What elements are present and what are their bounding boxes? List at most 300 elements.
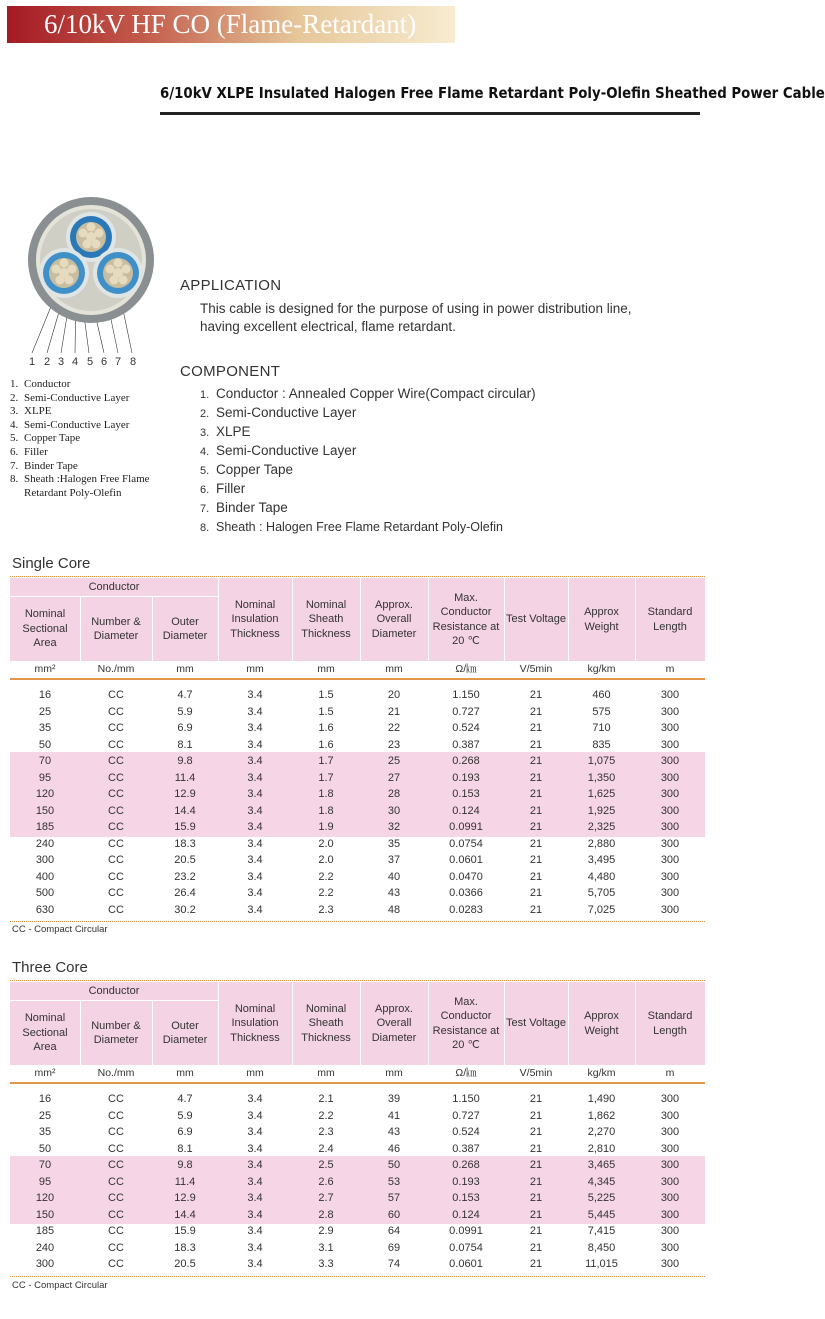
table-cell: 11.4 <box>174 771 196 784</box>
table-cell: 3.4 <box>247 771 263 784</box>
table-cell: 70 <box>38 755 52 767</box>
table-cell: 3,495 <box>587 854 616 866</box>
table-cell: 0.387 <box>452 1142 480 1155</box>
component-title: COMPONENT <box>180 363 281 380</box>
table-cell: 8,450 <box>587 1241 616 1254</box>
table-cell: 15.9 <box>174 821 196 833</box>
header-insulation-thickness: Nominal Insulation Thickness <box>218 578 292 661</box>
table-cell: CC <box>108 1258 124 1270</box>
table-row <box>10 885 705 902</box>
table-cell: 300 <box>660 705 680 718</box>
table-cell: 23 <box>387 738 401 751</box>
table-cell: 35 <box>387 837 401 850</box>
table-cell: 3.4 <box>247 870 263 883</box>
unit-cell: mm <box>317 1067 335 1079</box>
table-cell: CC <box>108 722 124 734</box>
table-cell: 95 <box>38 1175 52 1188</box>
unit-cell: kg/km <box>587 1067 616 1079</box>
table-cell: 185 <box>35 821 55 833</box>
table-cell: 43 <box>387 1126 401 1138</box>
unit-cell: mm <box>176 663 194 675</box>
table-cell: 300 <box>660 887 680 899</box>
legend-item: 4. Semi-Conductive Layer <box>10 418 130 431</box>
table-cell: 300 <box>660 837 680 850</box>
table-cell: 2,880 <box>587 837 616 850</box>
table-cell: CC <box>108 689 124 701</box>
legend-item: 6. Filler <box>10 445 48 458</box>
unit-cell: mm² <box>34 663 56 675</box>
table-cell: 16 <box>38 1093 52 1105</box>
header-standard-length: Standard Length <box>635 578 705 661</box>
header-approx-weight: Approx Weight <box>568 578 635 661</box>
table-cell: 0.124 <box>452 804 480 817</box>
table-cell: 2.3 <box>318 903 334 916</box>
header-separator <box>10 596 218 597</box>
table-cell: 3.4 <box>247 1142 263 1155</box>
single-core-title: Single Core <box>12 555 91 572</box>
table-cell: 1,925 <box>587 804 616 817</box>
table-cell: 300 <box>660 689 680 701</box>
diagram-number: 5 <box>86 356 94 368</box>
table-row <box>10 737 705 754</box>
single-core-note: CC - Compact Circular <box>12 924 108 935</box>
table-cell: 1.150 <box>452 689 480 701</box>
unit-cell: Ω/㎞ <box>455 663 477 675</box>
legend-item: 3. XLPE <box>10 405 52 418</box>
table-cell: CC <box>108 887 124 899</box>
table-cell: 9.8 <box>177 1159 193 1171</box>
table-cell: 1.150 <box>452 1093 480 1105</box>
subtitle-underline <box>160 112 700 115</box>
table-cell: CC <box>108 1093 124 1105</box>
diagram-number: 7 <box>114 356 122 368</box>
table-cell: 6.9 <box>177 1126 193 1138</box>
unit-cell: mm <box>317 663 335 675</box>
table-cell: 0.0601 <box>449 854 483 866</box>
table-cell: 1.6 <box>318 738 334 751</box>
table-cell: 35 <box>38 1126 52 1138</box>
table-cell: 11,015 <box>585 1258 618 1270</box>
table-cell: 0.124 <box>452 1208 480 1221</box>
table-cell: 21 <box>529 870 543 883</box>
product-banner: 6/10kV HF CO (Flame-Retardant) <box>7 6 455 43</box>
unit-cell: mm <box>385 1067 403 1079</box>
table-cell: 1,490 <box>587 1093 616 1105</box>
unit-cell: mm <box>246 1067 264 1079</box>
table-cell: 14.4 <box>174 1208 196 1221</box>
table-cell: 2.4 <box>318 1142 334 1155</box>
table-cell: 3.4 <box>247 1126 263 1138</box>
table-cell: 300 <box>660 1142 680 1155</box>
table-cell: 21 <box>529 1208 543 1221</box>
table-cell: 150 <box>35 804 55 817</box>
table-cell: 300 <box>35 1258 55 1270</box>
table-cell: 21 <box>529 1258 543 1270</box>
table-cell: 3.4 <box>247 804 263 817</box>
table-cell: 21 <box>529 1109 543 1122</box>
header-sheath-thickness: Nominal Sheath Thickness <box>292 982 360 1065</box>
table-row <box>10 836 705 853</box>
table-cell: 0.0470 <box>449 870 483 883</box>
table-cell: 1.5 <box>318 705 334 718</box>
table-cell: 2.0 <box>318 837 334 850</box>
table-cell: 575 <box>592 705 611 718</box>
table-cell: 21 <box>529 788 543 800</box>
table-cell: 0.193 <box>452 1175 480 1188</box>
table-cell: 0.193 <box>452 771 480 784</box>
table-cell: 41 <box>387 1109 401 1122</box>
header-bottom-rule <box>10 1082 705 1084</box>
table-cell: CC <box>108 1159 124 1171</box>
table-cell: 50 <box>387 1159 401 1171</box>
table-cell: 300 <box>660 1225 680 1237</box>
component-item: 5. Copper Tape <box>200 462 294 477</box>
table-cell: 3.4 <box>247 1093 263 1105</box>
header-outer-diameter: Outer Diameter <box>152 597 218 661</box>
table-cell: 300 <box>660 804 680 817</box>
table-cell: 23.2 <box>174 870 196 883</box>
table-cell: 3.4 <box>247 1208 263 1221</box>
table-row <box>10 1207 705 1224</box>
component-item: 2. Semi-Conductive Layer <box>200 405 357 420</box>
table-cell: 3.4 <box>247 1192 263 1204</box>
table-top-rule <box>10 980 705 981</box>
table-row <box>10 1157 705 1174</box>
table-cell: 8.1 <box>177 738 193 751</box>
table-cell: 70 <box>38 1159 52 1171</box>
table-cell: 2,325 <box>587 821 616 833</box>
table-cell: 1,625 <box>587 788 616 800</box>
table-cell: 0.153 <box>452 1192 480 1204</box>
table-cell: CC <box>108 1225 124 1237</box>
table-cell: 74 <box>387 1258 401 1270</box>
unit-cell: No./mm <box>97 1067 135 1079</box>
table-cell: 21 <box>529 821 543 833</box>
table-row <box>10 1240 705 1257</box>
unit-cell: m <box>665 1067 675 1079</box>
legend-item: 5. Copper Tape <box>10 432 81 445</box>
header-overall-diameter: Approx. Overall Diameter <box>360 578 428 661</box>
diagram-number: 3 <box>57 356 65 368</box>
table-cell: CC <box>108 1208 124 1221</box>
table-cell: 21 <box>529 755 543 767</box>
table-row <box>10 720 705 737</box>
table-cell: 11.4 <box>174 1175 196 1188</box>
table-cell: 300 <box>660 1126 680 1138</box>
table-row <box>10 1223 705 1240</box>
units-row <box>10 1065 705 1082</box>
table-cell: 2.2 <box>318 887 334 899</box>
table-cell: 2.1 <box>318 1093 334 1105</box>
unit-cell: mm² <box>34 1067 56 1079</box>
table-cell: 2.7 <box>318 1192 334 1204</box>
component-item: 8. Sheath : Halogen Free Flame Retardant Poly-Olefin <box>200 520 503 534</box>
table-row <box>10 1141 705 1158</box>
legend-item: 8. Sheath :Halogen Free Flame Retardant Poly-Olefin <box>10 473 150 499</box>
table-cell: CC <box>108 705 124 718</box>
table-cell: 300 <box>660 1258 680 1270</box>
table-cell: 35 <box>38 722 52 734</box>
table-cell: 21 <box>529 1126 543 1138</box>
table-cell: 3.4 <box>247 705 263 718</box>
table-cell: 3.4 <box>247 1175 263 1188</box>
table-cell: CC <box>108 870 124 883</box>
table-cell: 240 <box>35 837 55 850</box>
table-row <box>10 786 705 803</box>
component-item: 6. Filler <box>200 481 246 496</box>
table-cell: 2.9 <box>318 1225 334 1237</box>
table-cell: 21 <box>529 1192 543 1204</box>
table-cell: 2.8 <box>318 1208 334 1221</box>
table-cell: 835 <box>592 738 611 751</box>
table-cell: 21 <box>529 1142 543 1155</box>
table-cell: 7,415 <box>587 1225 616 1237</box>
table-cell: 150 <box>35 1208 55 1221</box>
header-number-diameter: Number & Diameter <box>80 1001 152 1065</box>
table-cell: 0.524 <box>452 1126 480 1138</box>
table-cell: 0.0991 <box>449 821 483 833</box>
table-cell: 21 <box>529 804 543 817</box>
table-cell: 21 <box>387 705 401 718</box>
table-cell: 0.0366 <box>449 887 483 899</box>
table-cell: 5,225 <box>587 1192 616 1204</box>
table-row <box>10 852 705 869</box>
table-cell: 26.4 <box>174 887 196 899</box>
table-cell: 18.3 <box>174 1241 196 1254</box>
diagram-component-legend <box>10 378 180 500</box>
header-overall-diameter: Approx. Overall Diameter <box>360 982 428 1065</box>
table-cell: 1.9 <box>318 821 334 833</box>
table-cell: 39 <box>387 1093 401 1105</box>
table-cell: 4.7 <box>177 1093 193 1105</box>
table-cell: 2.2 <box>318 1109 334 1122</box>
header-separator <box>10 1000 218 1001</box>
table-cell: 1,350 <box>587 771 616 784</box>
table-cell: 2,810 <box>587 1142 616 1155</box>
table-row <box>10 869 705 886</box>
table-cell: 32 <box>387 821 401 833</box>
table-cell: CC <box>108 1175 124 1188</box>
table-cell: 0.387 <box>452 738 480 751</box>
table-cell: 1,075 <box>587 755 616 767</box>
header-insulation-thickness: Nominal Insulation Thickness <box>218 982 292 1065</box>
table-cell: 4,480 <box>587 870 616 883</box>
table-cell: 460 <box>592 689 611 701</box>
table-cell: 9.8 <box>177 755 193 767</box>
core-right <box>93 248 143 298</box>
component-item: 1. Conductor : Annealed Copper Wire(Compact circular) <box>200 386 536 401</box>
table-row <box>10 803 705 820</box>
table-cell: 25 <box>38 705 52 718</box>
table-cell: 300 <box>660 1192 680 1204</box>
table-cell: 3.4 <box>247 821 263 833</box>
table-cell: 3.4 <box>247 1225 263 1237</box>
component-item: 3. XLPE <box>200 424 251 439</box>
table-cell: 21 <box>529 722 543 734</box>
units-row <box>10 661 705 678</box>
table-cell: 4,345 <box>587 1175 616 1188</box>
diagram-number: 6 <box>100 356 108 368</box>
table-cell: 500 <box>35 887 55 899</box>
table-cell: 185 <box>35 1225 55 1237</box>
table-cell: 12.9 <box>174 1192 196 1204</box>
three-core-title: Three Core <box>12 959 88 976</box>
unit-cell: mm <box>176 1067 194 1079</box>
table-cell: 21 <box>529 1225 543 1237</box>
legend-item: 1. Conductor <box>10 378 71 390</box>
table-cell: 69 <box>387 1241 401 1254</box>
header-conductor-resistance: Max. Conductor Resistance at 20 ℃ <box>428 982 504 1065</box>
table-cell: 3.4 <box>247 837 263 850</box>
table-cell: 0.0754 <box>449 837 483 850</box>
table-cell: 0.0283 <box>449 903 483 916</box>
unit-cell: Ω/㎞ <box>455 1067 477 1079</box>
header-standard-length: Standard Length <box>635 982 705 1065</box>
component-item: 7. Binder Tape <box>200 500 288 515</box>
table-cell: 0.268 <box>452 755 480 767</box>
table-cell: 1.6 <box>318 722 334 734</box>
table-row <box>10 902 705 919</box>
table-cell: 7,025 <box>587 903 616 916</box>
header-conductor: Conductor <box>10 578 218 596</box>
three-core-note: CC - Compact Circular <box>12 1280 108 1291</box>
table-cell: 300 <box>660 1175 680 1188</box>
header-conductor: Conductor <box>10 982 218 1000</box>
table-cell: 1.8 <box>318 788 334 800</box>
table-cell: 21 <box>529 1093 543 1105</box>
table-cell: 2.0 <box>318 854 334 866</box>
table-cell: 64 <box>387 1225 401 1237</box>
table-cell: 18.3 <box>174 837 196 850</box>
table-cell: 2.2 <box>318 870 334 883</box>
table-cell: 3.4 <box>247 1241 263 1254</box>
header-sectional-area: Nominal Sectional Area <box>10 597 80 661</box>
table-cell: 53 <box>387 1175 401 1188</box>
unit-cell: V/5min <box>519 663 553 675</box>
table-cell: 120 <box>35 788 55 800</box>
table-cell: CC <box>108 821 124 833</box>
table-cell: 5,705 <box>587 887 616 899</box>
table-cell: 5.9 <box>177 1109 193 1122</box>
table-cell: 21 <box>529 771 543 784</box>
table-cell: 0.0601 <box>449 1258 483 1270</box>
table-cell: 300 <box>660 738 680 751</box>
table-cell: 43 <box>387 887 401 899</box>
table-cell: 0.268 <box>452 1159 480 1171</box>
table-row <box>10 819 705 836</box>
unit-cell: kg/km <box>587 663 616 675</box>
table-cell: 400 <box>35 870 55 883</box>
table-row <box>10 704 705 721</box>
unit-cell: m <box>665 663 675 675</box>
table-cell: 3.1 <box>318 1241 334 1254</box>
table-cell: 120 <box>35 1192 55 1204</box>
table-cell: 21 <box>529 738 543 751</box>
legend-item: 7. Binder Tape <box>10 459 78 472</box>
table-cell: 46 <box>387 1142 401 1155</box>
table-cell: 710 <box>592 722 611 734</box>
table-cell: 25 <box>387 755 401 767</box>
table-cell: 2.3 <box>318 1126 334 1138</box>
table-cell: CC <box>108 903 124 916</box>
table-cell: 5,445 <box>587 1208 616 1221</box>
table-cell: 3,465 <box>587 1159 616 1171</box>
header-sheath-thickness: Nominal Sheath Thickness <box>292 578 360 661</box>
table-cell: 37 <box>387 854 401 866</box>
table-cell: 300 <box>660 1109 680 1122</box>
table-cell: 3.4 <box>247 755 263 767</box>
table-cell: 21 <box>529 689 543 701</box>
table-cell: 300 <box>660 821 680 833</box>
diagram-number: 1 <box>28 356 36 368</box>
table-cell: 20 <box>387 689 401 701</box>
table-cell: 12.9 <box>174 788 196 800</box>
table-cell: 30.2 <box>174 903 196 916</box>
table-cell: 300 <box>660 755 680 767</box>
table-cell: CC <box>108 837 124 850</box>
table-cell: 21 <box>529 1159 543 1171</box>
table-cell: 1.7 <box>318 771 334 784</box>
table-cell: 1,862 <box>587 1109 616 1122</box>
table-cell: 2.5 <box>318 1159 334 1171</box>
header-outer-diameter: Outer Diameter <box>152 1001 218 1065</box>
header-test-voltage: Test Voltage <box>504 578 568 661</box>
table-cell: CC <box>108 755 124 767</box>
table-cell: 0.524 <box>452 722 480 734</box>
table-cell: 240 <box>35 1241 55 1254</box>
header-conductor-resistance: Max. Conductor Resistance at 20 ℃ <box>428 578 504 661</box>
table-cell: 300 <box>660 1208 680 1221</box>
table-cell: 1.8 <box>318 804 334 817</box>
table-cell: 630 <box>35 903 55 916</box>
table-cell: 40 <box>387 870 401 883</box>
table-cell: CC <box>108 771 124 784</box>
table-cell: 3.4 <box>247 738 263 751</box>
table-top-rule <box>10 576 705 577</box>
header-sectional-area: Nominal Sectional Area <box>10 1001 80 1065</box>
core-left <box>39 248 89 298</box>
table-cell: 21 <box>529 705 543 718</box>
table-cell: 300 <box>660 903 680 916</box>
diagram-number: 2 <box>43 356 51 368</box>
table-cell: 16 <box>38 689 52 701</box>
diagram-number: 8 <box>129 356 137 368</box>
table-row <box>10 753 705 770</box>
table-cell: 30 <box>387 804 401 817</box>
table-cell: 1.5 <box>318 689 334 701</box>
table-cell: 21 <box>529 837 543 850</box>
table-cell: CC <box>108 1142 124 1155</box>
table-cell: CC <box>108 788 124 800</box>
table-cell: 3.4 <box>247 887 263 899</box>
table-cell: 1.7 <box>318 755 334 767</box>
table-cell: 3.4 <box>247 788 263 800</box>
table-bottom-rule <box>10 921 705 922</box>
table-cell: 60 <box>387 1208 401 1221</box>
table-cell: 4.7 <box>177 689 193 701</box>
table-cell: 3.4 <box>247 854 263 866</box>
table-cell: 3.3 <box>318 1258 334 1270</box>
table-cell: CC <box>108 1126 124 1138</box>
table-cell: 3.4 <box>247 689 263 701</box>
application-title: APPLICATION <box>180 277 282 294</box>
table-cell: 28 <box>387 788 401 800</box>
table-cell: 21 <box>529 1175 543 1188</box>
component-item: 4. Semi-Conductive Layer <box>200 443 357 458</box>
table-cell: 21 <box>529 1241 543 1254</box>
table-cell: 14.4 <box>174 804 196 817</box>
table-cell: 300 <box>660 1093 680 1105</box>
